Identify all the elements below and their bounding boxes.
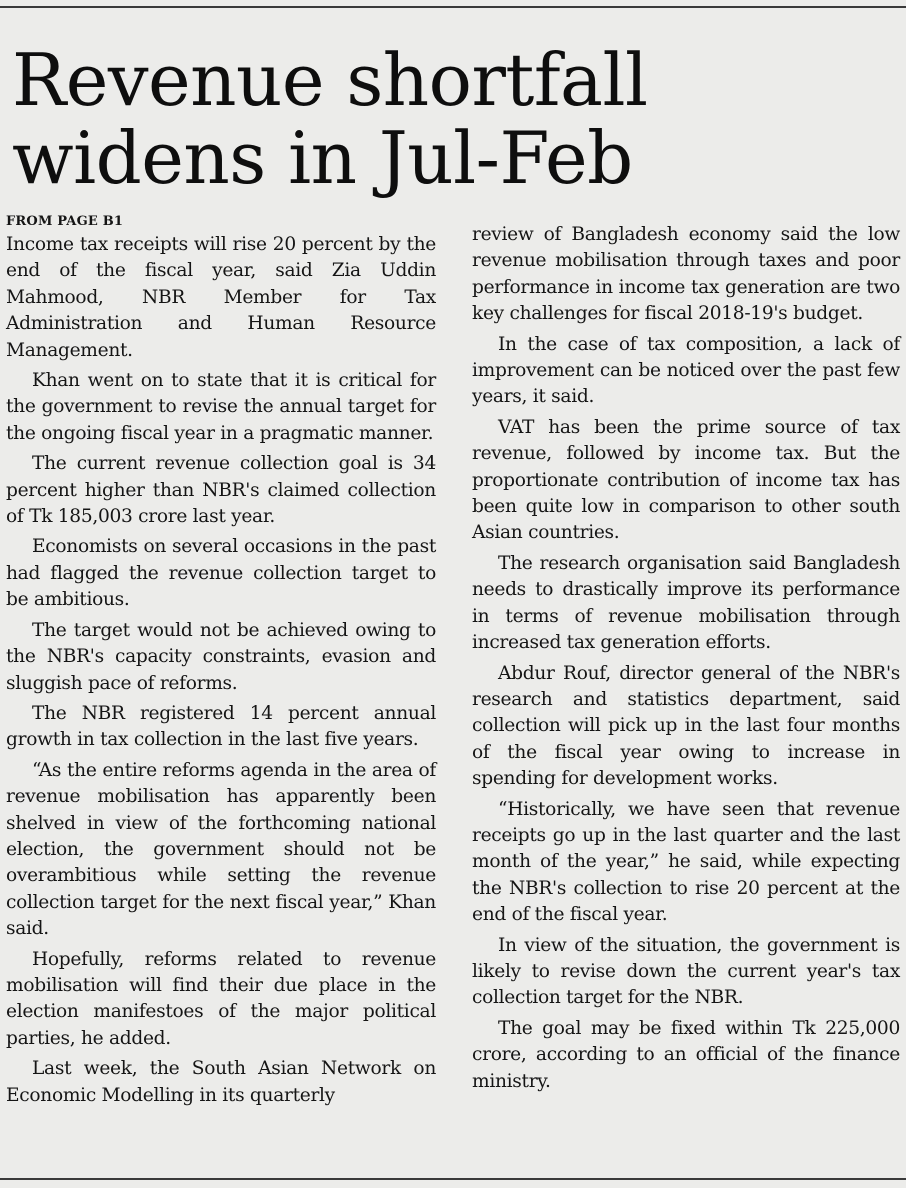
paragraph: Khan went on to state that it is critical for the government to revise the annual target for the ongoing fiscal year in a pragmatic manner. xyxy=(6,370,436,444)
left-column xyxy=(6,214,436,1113)
headline-line-2: widens in Jul-Feb xyxy=(12,115,633,200)
paragraph: Income tax receipts will rise 20 percent by the end of the fiscal year, said Zia Uddin Mahmood, NBR Member for Tax Administration and Human Resource Management. xyxy=(6,234,436,361)
paragraph: VAT has been the prime source of tax revenue, followed by income tax. But the proportionate contribution of income tax has been quite low in comparison to other south Asian countries. xyxy=(472,416,900,544)
headline xyxy=(12,38,892,200)
paragraph: The NBR registered 14 percent annual growth in tax collection in the last five years. xyxy=(6,702,436,751)
paragraph: “As the entire reforms agenda in the area of revenue mobilisation has apparently been shelved in view of the forthcoming national election, the government should not be overambitious while setting the revenue collection target for the next fiscal year,” Khan said. xyxy=(6,759,436,940)
headline-line-1: Revenue shortfall xyxy=(12,38,648,122)
top-rule xyxy=(0,6,906,8)
paragraph: The current revenue collection goal is 34 percent higher than NBR's claimed collection of Tk 185,003 crore last year. xyxy=(6,453,436,528)
article-body xyxy=(6,214,900,1113)
paragraph: review of Bangladesh economy said the low revenue mobilisation through taxes and poor performance in income tax generation are two key challenges for fiscal 2018-19's budget. xyxy=(472,224,900,325)
bottom-rule xyxy=(0,1178,906,1180)
paragraph: The goal may be fixed within Tk 225,000 crore, according to an official of the finance ministry. xyxy=(472,1017,900,1092)
paragraph: Last week, the South Asian Network on Economic Modelling in its quarterly xyxy=(6,1058,436,1106)
paragraph: In view of the situation, the government is likely to revise down the current year's tax collection target for the NBR. xyxy=(472,934,900,1009)
paragraph: “Historically, we have seen that revenue receipts go up in the last quarter and the last month of the year,” he said, while expecting the NBR's collection to rise 20 percent at the end of the fiscal year. xyxy=(472,798,900,926)
paragraph: In the case of tax composition, a lack of improvement can be noticed over the past few years, it said. xyxy=(472,333,900,408)
paragraph: Hopefully, reforms related to revenue mobilisation will find their due place in the election manifestoes of the major political parties, he added. xyxy=(6,948,436,1049)
paragraph: The research organisation said Bangladesh needs to drastically improve its performance in terms of revenue mobilisation through increased tax generation efforts. xyxy=(472,552,900,654)
right-column xyxy=(472,222,900,1113)
paragraph: Economists on several occasions in the past had flagged the revenue collection target to be ambitious. xyxy=(6,536,436,611)
paragraph: Abdur Rouf, director general of the NBR's research and statistics department, said collection will pick up in the last four months of the fiscal year owing to increase in spending for development works. xyxy=(472,662,900,790)
kicker: FROM PAGE B1 xyxy=(6,214,124,229)
paragraph: The target would not be achieved owing to the NBR's capacity constraints, evasion and sluggish pace of reforms. xyxy=(6,619,436,694)
